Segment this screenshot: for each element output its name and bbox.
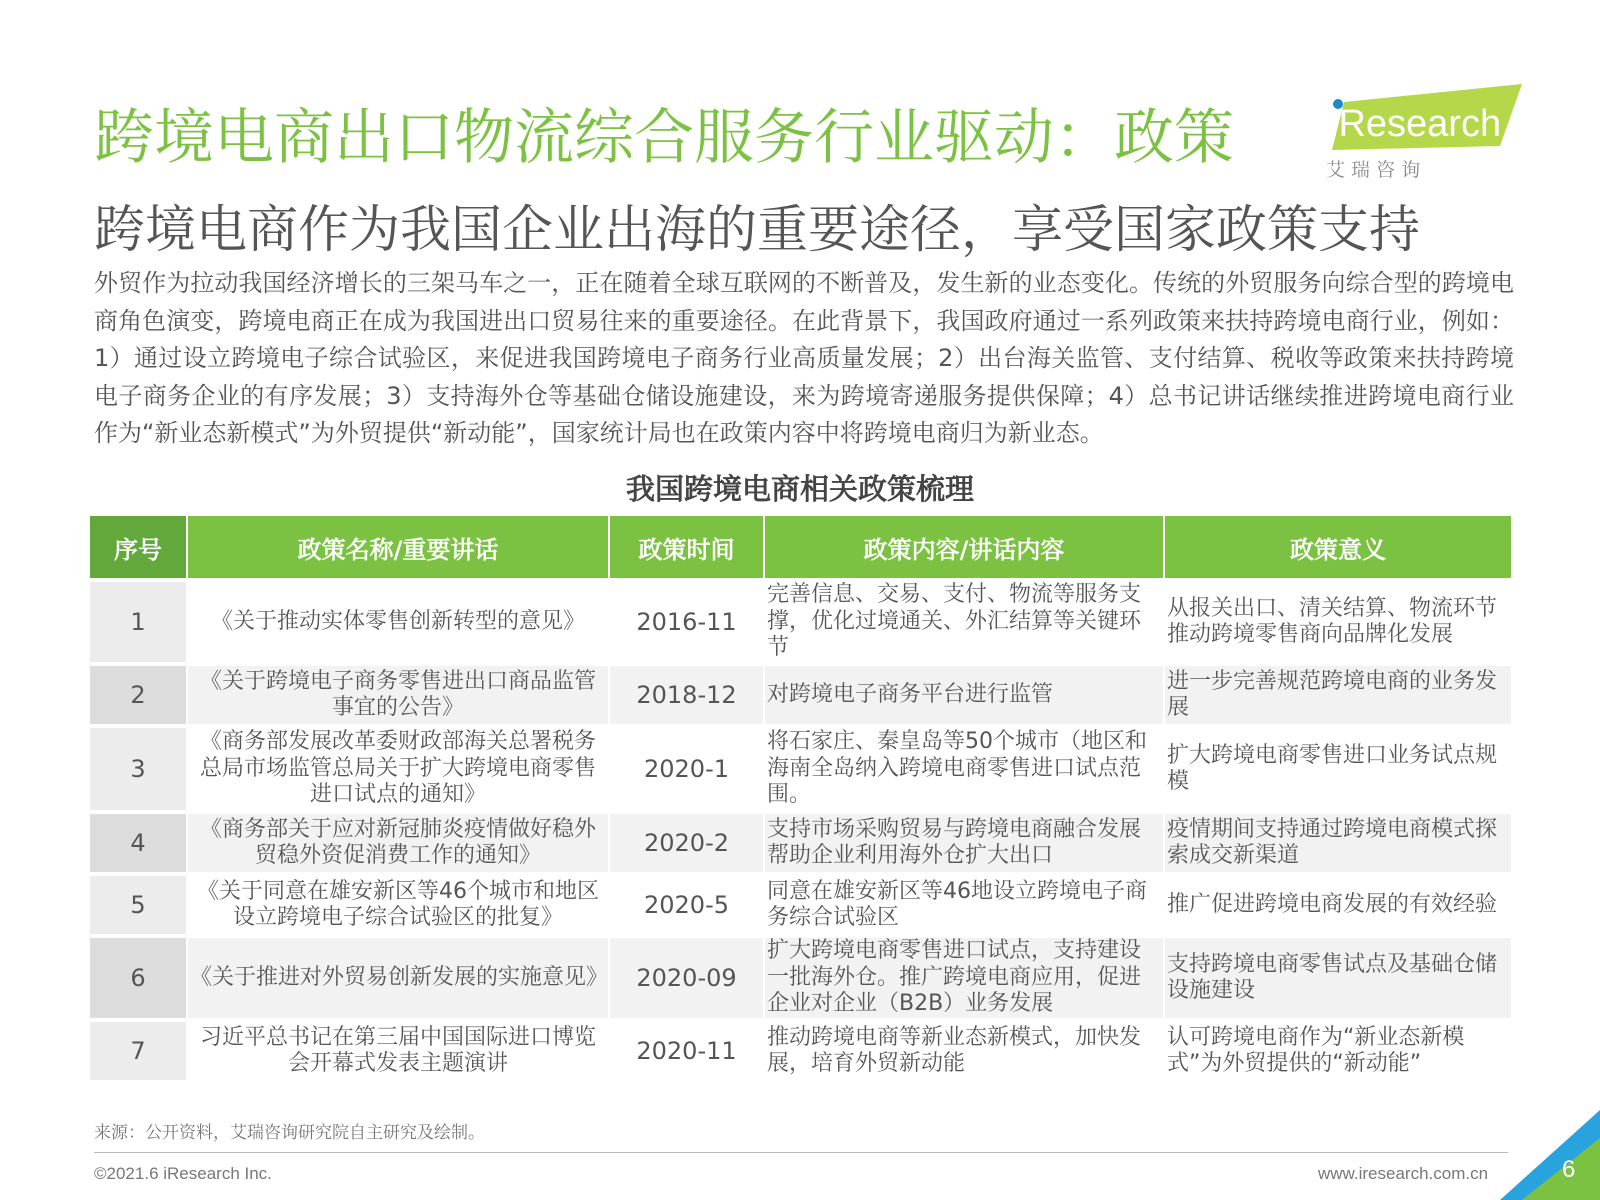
row-name: 《商务部发展改革委财政部海关总署税务总局市场监管总局关于扩大跨境电商零售进口试点的通知》 [188, 724, 610, 810]
logo-tagline: 艾 瑞 咨 询 [1326, 159, 1421, 181]
row-time: 2020-1 [610, 724, 765, 810]
header-content: 政策内容/讲话内容 [765, 516, 1165, 578]
table-row [90, 872, 1513, 934]
policy-table [90, 516, 1513, 1080]
website-link[interactable]: www.iresearch.com.cn [1318, 1164, 1489, 1183]
row-name: 习近平总书记在第三届中国国际进口博览会开幕式发表主题演讲 [188, 1018, 610, 1080]
table-header-row [90, 516, 1513, 578]
table-row [90, 810, 1513, 872]
table-row [90, 662, 1513, 724]
row-time: 2018-12 [610, 662, 765, 724]
row-name: 《关于同意在雄安新区等46个城市和地区设立跨境电子综合试验区的批复》 [188, 872, 610, 934]
row-no: 7 [90, 1018, 188, 1080]
row-meaning: 支持跨境电商零售试点及基础仓储设施建设 [1165, 934, 1513, 1018]
row-content: 同意在雄安新区等46地设立跨境电子商务综合试验区 [765, 872, 1165, 934]
row-name: 《商务部关于应对新冠肺炎疫情做好稳外贸稳外资促消费工作的通知》 [188, 810, 610, 872]
row-time: 2020-11 [610, 1018, 765, 1080]
row-meaning: 推广促进跨境电商发展的有效经验 [1165, 872, 1513, 934]
row-time: 2020-2 [610, 810, 765, 872]
row-time: 2020-09 [610, 934, 765, 1018]
copyright: ©2021.6 iResearch Inc. [94, 1164, 272, 1183]
page-number: 6 [1562, 1156, 1576, 1183]
table-row [90, 1018, 1513, 1080]
row-time: 2020-5 [610, 872, 765, 934]
row-time: 2016-11 [610, 578, 765, 662]
row-name: 《关于推进对外贸易创新发展的实施意见》 [188, 934, 610, 1018]
row-content: 扩大跨境电商零售进口试点，支持建设一批海外仓。推广跨境电商应用，促进企业对企业（B2B）业务发展 [765, 934, 1165, 1018]
row-content: 支持市场采购贸易与跨境电商融合发展帮助企业利用海外仓扩大出口 [765, 810, 1165, 872]
header-meaning: 政策意义 [1165, 516, 1513, 578]
row-meaning: 进一步完善规范跨境电商的业务发展 [1165, 662, 1513, 724]
table-title: 我国跨境电商相关政策梳理 [625, 472, 974, 506]
row-content: 对跨境电子商务平台进行监管 [765, 662, 1165, 724]
row-content: 将石家庄、秦皇岛等50个城市（地区和海南全岛纳入跨境电商零售进口试点范围。 [765, 724, 1165, 810]
row-no: 3 [90, 724, 188, 810]
row-content: 完善信息、交易、支付、物流等服务支撑，优化过境通关、外汇结算等关键环节 [765, 578, 1165, 662]
body-paragraph: 外贸作为拉动我国经济增长的三架马车之一，正在随着全球互联网的不断普及，发生新的业态变化。传统的外贸服务向综合型的跨境电商角色演变，跨境电商正在成为我国进出口贸易往来的重要途径。在此背景下，我国政府通过一系列政策来扶持跨境电商行业，例如：1）通过设立跨境电子综合试验区，来促进我国跨境电子商务行业高质量发展；2）出台海关监管、支付结算、税收等政策来扶持跨境电子商务企业的有序发展；3）支持海外仓等基础仓储设施建设，来为跨境寄递服务提供保障；4）总书记讲话继续推进跨境电商行业作为“新业态新模式”为外贸提供“新动能”，国家统计局也在政策内容中将跨境电商归为新业态。 [94, 269, 1514, 447]
row-no: 4 [90, 810, 188, 872]
table-row [90, 578, 1513, 662]
header-no: 序号 [90, 516, 188, 578]
row-name: 《关于跨境电子商务零售进出口商品监管事宜的公告》 [188, 662, 610, 724]
row-meaning: 扩大跨境电商零售进口业务试点规模 [1165, 724, 1513, 810]
source-note: 来源：公开资料，艾瑞咨询研究院自主研究及绘制。 [94, 1123, 485, 1143]
row-content: 推动跨境电商等新业态新模式，加快发展，培育外贸新动能 [765, 1018, 1165, 1080]
row-no: 1 [90, 578, 188, 662]
iresearch-logo [1322, 84, 1522, 184]
row-meaning: 从报关出口、清关结算、物流环节推动跨境零售商向品牌化发展 [1165, 578, 1513, 662]
corner-decoration [1500, 1090, 1600, 1200]
row-meaning: 疫情期间支持通过跨境电商模式探索成交新渠道 [1165, 810, 1513, 872]
page-subtitle: 跨境电商作为我国企业出海的重要途径，享受国家政策支持 [94, 201, 1421, 260]
row-no: 2 [90, 662, 188, 724]
table-row [90, 724, 1513, 810]
table-row [90, 934, 1513, 1018]
header-time: 政策时间 [610, 516, 765, 578]
footer-divider [94, 1152, 1508, 1153]
row-name: 《关于推动实体零售创新转型的意见》 [188, 578, 610, 662]
header-name: 政策名称/重要讲话 [188, 516, 610, 578]
row-meaning: 认可跨境电商作为“新业态新模式”为外贸提供的“新动能” [1165, 1018, 1513, 1080]
row-no: 6 [90, 934, 188, 1018]
page-title: 跨境电商出口物流综合服务行业驱动：政策 [94, 103, 1234, 173]
row-no: 5 [90, 872, 188, 934]
logo-brand: iResearch [1330, 103, 1502, 145]
